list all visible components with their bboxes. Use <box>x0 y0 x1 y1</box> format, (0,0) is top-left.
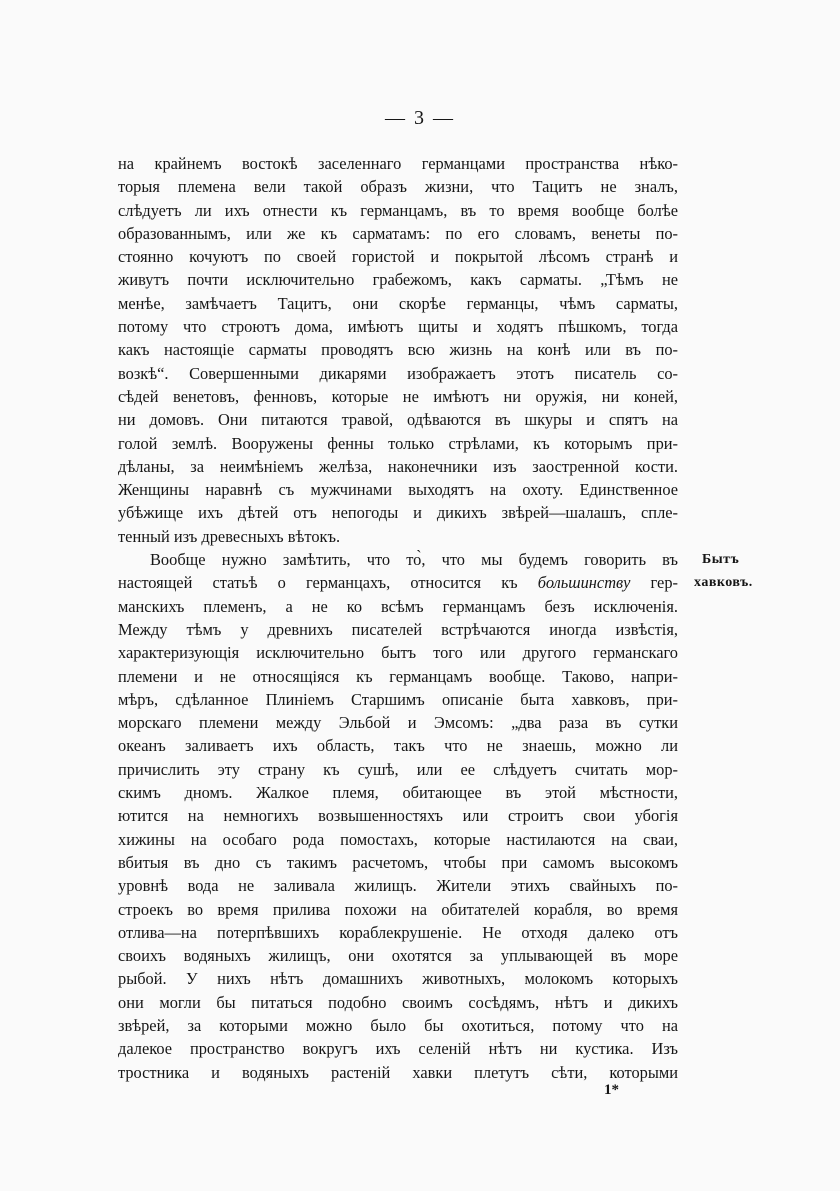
text-line: живутъ почти исключительно грабежомъ, какъ сарматы. „Тѣмъ не <box>118 270 678 290</box>
text-line: отлива—на потерпѣвшихъ кораблекрушеніе. Не отходя далеко отъ <box>118 922 678 942</box>
text-line: стоянно кочуютъ по своей гористой и покрытой лѣсомъ странѣ и <box>118 247 678 267</box>
text-line: племени и не относящіяся къ германцамъ вообще. Таково, напри- <box>118 666 678 686</box>
text-line: торыя племена вели такой образъ жизни, что Тацитъ не зналъ, <box>118 177 678 197</box>
text-line: скимъ дномъ. Жалкое племя, обитающее въ этой мѣстности, <box>118 783 678 803</box>
text-line: морскаго племени между Эльбой и Эмсомъ: „два раза въ сутки <box>118 713 678 733</box>
text-fragment: настоящей статьѣ о германцахъ, относится къ <box>118 573 538 593</box>
text-line: строекъ во время прилива похожи на обитателей корабля, во время <box>118 899 678 919</box>
text-line: Женщины наравнѣ съ мужчинами выходятъ на охоту. Единственное <box>118 480 678 500</box>
text-line: какъ настоящіе сарматы проводятъ всю жизнь на конѣ или въ по- <box>118 340 678 360</box>
text-line: менѣе, замѣчаетъ Тацитъ, они скорѣе германцы, чѣмъ сарматы, <box>118 293 678 313</box>
text-line: уровнѣ вода не заливала жилищъ. Жители этихъ свайныхъ по- <box>118 876 678 896</box>
text-line: дѣланы, за неимѣніемъ желѣза, наконечники изъ заостренной кости. <box>118 456 678 476</box>
text-line: на крайнемъ востокѣ заселеннаго германцами пространства нѣко- <box>118 154 678 173</box>
text-line: ютится на немногихъ возвышенностяхъ или строитъ свои убогія <box>118 806 678 826</box>
text-line: слѣдуетъ ли ихъ отнести къ германцамъ, въ то время вообще болѣе <box>118 200 678 220</box>
body-text <box>118 152 678 1084</box>
text-line: хижины на особаго рода помостахъ, которые настилаются на сваи, <box>118 829 678 849</box>
text-line: своихъ водяныхъ жилищъ, они охотятся за уплывающей въ море <box>118 946 678 966</box>
text-line: рыбой. У нихъ нѣтъ домашнихъ животныхъ, молокомъ которыхъ <box>118 969 678 989</box>
text-line: сѣдей венетовъ, фенновъ, которые не имѣютъ ни оружія, ни коней, <box>118 386 678 406</box>
paragraph-start-line: Вообще нужно замѣтить, что то̀, что мы будемъ говорить въ <box>150 550 678 570</box>
text-line: голой землѣ. Вооружены фенны только стрѣлами, къ которымъ при- <box>118 433 678 453</box>
margin-note <box>694 548 764 594</box>
text-line: убѣжище ихъ дѣтей отъ непогоды и дикихъ звѣрей—шалашъ, спле- <box>118 503 678 523</box>
text-line: они могли бы питаться подобно своимъ сосѣдямъ, нѣтъ и дикихъ <box>118 992 678 1012</box>
text-line: тростника и водяныхъ растеній хавки плетутъ сѣти, которыми <box>118 1062 678 1082</box>
text-line <box>118 571 678 594</box>
text-line: характеризующія исключительно бытъ того или другого германскаго <box>118 643 678 663</box>
text-line: Между тѣмъ у древнихъ писателей встрѣчаются иногда извѣстія, <box>118 619 678 639</box>
signature-mark: 1* <box>604 1082 619 1098</box>
text-line: звѣрей, за которыми можно было бы охотиться, потому что на <box>118 1015 678 1035</box>
text-line: манскихъ племенъ, а не ко всѣмъ германцамъ безъ исключенія. <box>118 596 678 616</box>
text-fragment: гер- <box>630 573 678 593</box>
page-number-header: — 3 — <box>385 107 455 129</box>
text-line: океанъ заливаетъ ихъ область, такъ что не знаешь, можно ли <box>118 736 678 756</box>
text-line: возкѣ“. Совершенными дикарями изображаетъ этотъ писатель со- <box>118 363 678 383</box>
text-line: причислить эту страну къ сушѣ, или ее слѣдуетъ считать мор- <box>118 759 678 779</box>
text-line: ни домовъ. Они питаются травой, одѣваются въ шкуры и спятъ на <box>118 410 678 430</box>
text-line: образованнымъ, или же къ сарматамъ: по его словамъ, венеты по- <box>118 223 678 243</box>
text-line: вбитыя въ дно съ такимъ расчетомъ, чтобы при самомъ высокомъ <box>118 852 678 872</box>
text-line: мѣръ, сдѣланное Плиніемъ Старшимъ описаніе быта хавковъ, при- <box>118 689 678 709</box>
text-line: далекое пространство вокругъ ихъ селеній нѣтъ ни кустика. Изъ <box>118 1039 678 1059</box>
text-line: потому что строютъ дома, имѣютъ щиты и ходятъ пѣшкомъ, тогда <box>118 317 678 337</box>
emphasis-text: большинству <box>537 573 631 593</box>
text-line: тенный изъ древесныхъ вѣтокъ. <box>118 526 341 546</box>
margin-note-line: хавковъ. <box>694 575 753 590</box>
margin-note-line: Бытъ <box>702 552 740 567</box>
